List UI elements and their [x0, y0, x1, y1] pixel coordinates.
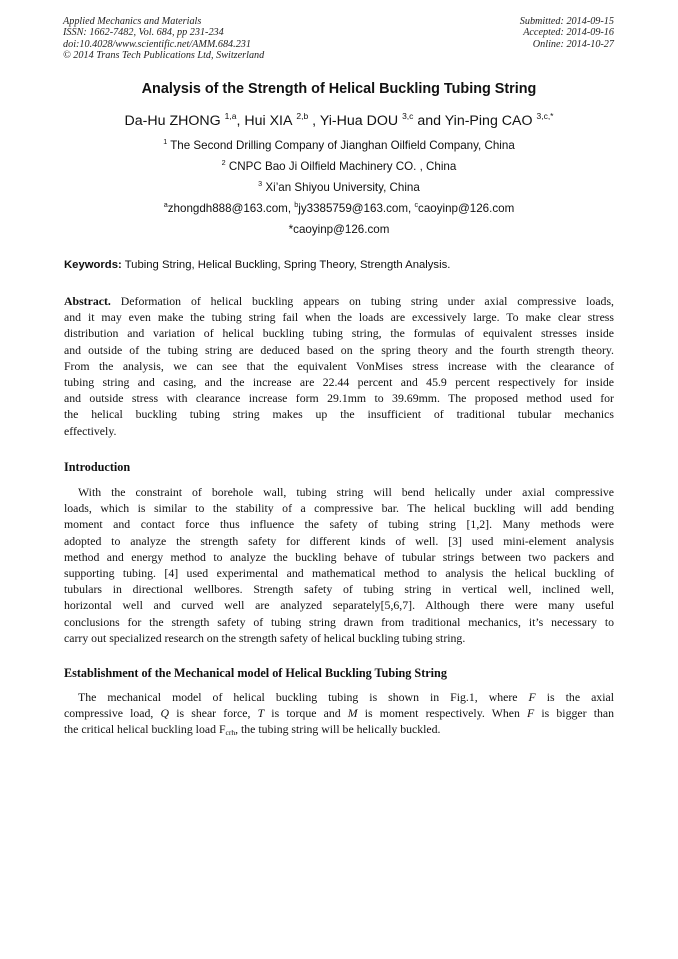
- intro-line: moment and contact force thus influence the safety of tubing string [1,2]. Many methods were: [64, 517, 614, 532]
- keywords-label: Keywords:: [64, 259, 122, 271]
- author-separator: ,: [236, 113, 245, 129]
- abstract-line: and outside stress with clearance increase form 29.1mm to 39.69mm. The proposed method used for: [64, 391, 614, 406]
- email: caoyinp@126.com: [418, 202, 515, 216]
- affiliation: [0, 179, 678, 200]
- subscript: crh: [225, 728, 236, 738]
- author-name: Da-Hu ZHONG: [124, 113, 221, 129]
- affiliation-number: 1: [163, 137, 168, 146]
- variable: T: [257, 706, 265, 721]
- abstract-line: and it may even make the tubing string fail when the loads are excessively large. To make clear stress: [64, 310, 614, 325]
- text: The mechanical model of helical buckling tubing is shown in Fig.1, where: [78, 690, 529, 704]
- intro-line: adopted to analyze the strength safety for different kinds of well. [3] used mini-element analysis: [64, 533, 614, 548]
- abstract-line: tubing string and casing, and the increase are 22.44 percent and 45.9 percent respectively for inside: [64, 375, 614, 390]
- abstract-line: From the analysis, we can see that the equivalent VonMises stress increase with the clearance of: [64, 358, 614, 373]
- affiliation: [0, 158, 678, 179]
- abstract-line: [64, 293, 614, 309]
- email: zhongdh888@163.com,: [167, 202, 295, 216]
- journal-name: Applied Mechanics and Materials: [63, 16, 202, 27]
- text: is bigger than: [534, 706, 614, 721]
- affiliation-text: The Second Drilling Company of Jianghan Oilfield Company, China: [170, 139, 515, 152]
- affiliation-number: 2: [221, 158, 226, 168]
- abstract-line: the helical buckling tubing string makes up the insufficient of traditional tubular mechanics: [64, 407, 614, 422]
- establishment-line: [64, 705, 614, 721]
- intro-line: supporting tubing. [4] used experimental and mathematical method to analysis the helical buckling of: [64, 566, 614, 581]
- email-mark: b: [294, 200, 299, 210]
- copyright: © 2014 Trans Tech Publications Ltd, Switzerland: [63, 50, 265, 62]
- keywords: [64, 259, 616, 271]
- abstract-line: distribution and variation of helical buckling tubing string, the formulas of equivalent stresses inside: [64, 326, 614, 341]
- variable: Q: [160, 706, 170, 721]
- issn-volume-pages: ISSN: 1662-7482, Vol. 684, pp 231-234: [63, 27, 224, 39]
- text: is torque and: [264, 706, 348, 721]
- variable: F: [527, 706, 535, 721]
- author-name: Hui XIA: [244, 113, 293, 129]
- email: jy3385759@163.com,: [298, 202, 415, 216]
- variable: F: [528, 690, 536, 704]
- email-mark: c: [414, 200, 419, 210]
- establishment-line: [64, 689, 614, 705]
- accepted-date: Accepted: 2014-09-16: [523, 27, 614, 39]
- author-affiliation-mark: 3,c: [402, 111, 414, 121]
- author-name: Yi-Hua DOU: [319, 113, 399, 129]
- author-emails: [0, 200, 678, 221]
- abstract: [64, 293, 614, 439]
- variable: M: [347, 706, 358, 721]
- author-list: [0, 113, 678, 129]
- intro-line: horizontal well and curved well are analyzed separately[5,6,7]. Although there were many useful: [64, 598, 614, 613]
- keywords-text: Tubing String, Helical Buckling, Spring Theory, Strength Analysis.: [124, 259, 451, 271]
- intro-line: With the constraint of borehole wall, tubing string will bend helically under axial compressive: [78, 485, 614, 499]
- intro-line: loads, which is similar to the stability of a compressive bar. The helical buckling will add bending: [64, 501, 614, 516]
- affiliation-text: CNPC Bao Ji Oilfield Machinery CO. , China: [228, 160, 457, 174]
- author-separator: and: [413, 113, 445, 129]
- introduction-paragraph: [64, 484, 614, 646]
- email-mark: a: [163, 200, 168, 210]
- establishment-line: [64, 721, 614, 737]
- text: compressive load,: [64, 706, 161, 721]
- publication-dates: [520, 16, 614, 50]
- text: is the axial: [535, 690, 614, 704]
- establishment-paragraph: [64, 689, 614, 738]
- section-heading: Establishment of the Mechanical model of Helical Buckling Tubing String: [64, 666, 447, 680]
- affiliation-list: [0, 137, 678, 242]
- intro-line: carry out specialized research on the strength safety of helical buckling tubing string.: [64, 630, 466, 645]
- doi: doi:10.4028/www.scientific.net/AMM.684.231: [63, 38, 251, 50]
- paper-title: Analysis of the Strength of Helical Buckling Tubing String: [141, 81, 537, 97]
- author-separator: ,: [308, 113, 320, 129]
- affiliation: [0, 137, 678, 158]
- intro-line: tubulars in directional wellbores. Strength safety of tubing string in vertical well, inclined well,: [64, 582, 614, 597]
- journal-info: [63, 16, 264, 62]
- author-affiliation-mark: 2,b: [296, 111, 309, 121]
- text: the critical helical buckling load F: [64, 722, 226, 737]
- abstract-line: and outside of the tubing string are deduced based on the spring theory and the fourth strength theory.: [64, 342, 614, 357]
- corresponding-email: *caoyinp@126.com: [288, 223, 390, 237]
- section-heading: Introduction: [64, 460, 131, 474]
- online-date: Online: 2014-10-27: [532, 38, 614, 50]
- intro-line: conclusions for the strength safety of tubing string drawn from traditional mechanics, it’s necessary to: [64, 614, 614, 629]
- submitted-date: Submitted: 2014-09-15: [519, 16, 614, 27]
- affiliation-text: Xi’an Shiyou University, China: [265, 181, 420, 195]
- abstract-line: effectively.: [64, 423, 117, 438]
- text: , the tubing string will be helically buckled.: [235, 722, 441, 737]
- text: is moment respectively. When: [357, 706, 528, 721]
- author-affiliation-mark: 1,a: [224, 111, 237, 121]
- text: is shear force,: [169, 706, 258, 721]
- author-affiliation-mark: 3,c,*: [536, 111, 554, 121]
- abstract-label: Abstract.: [64, 294, 111, 308]
- intro-line: method and energy method to analyze the buckling behave of tubular strings between two packers and: [64, 549, 614, 564]
- author-name: Yin-Ping CAO: [444, 113, 533, 129]
- abstract-text: Deformation of helical buckling appears on tubing string under axial compressive loads,: [120, 294, 614, 308]
- affiliation-number: 3: [258, 179, 263, 189]
